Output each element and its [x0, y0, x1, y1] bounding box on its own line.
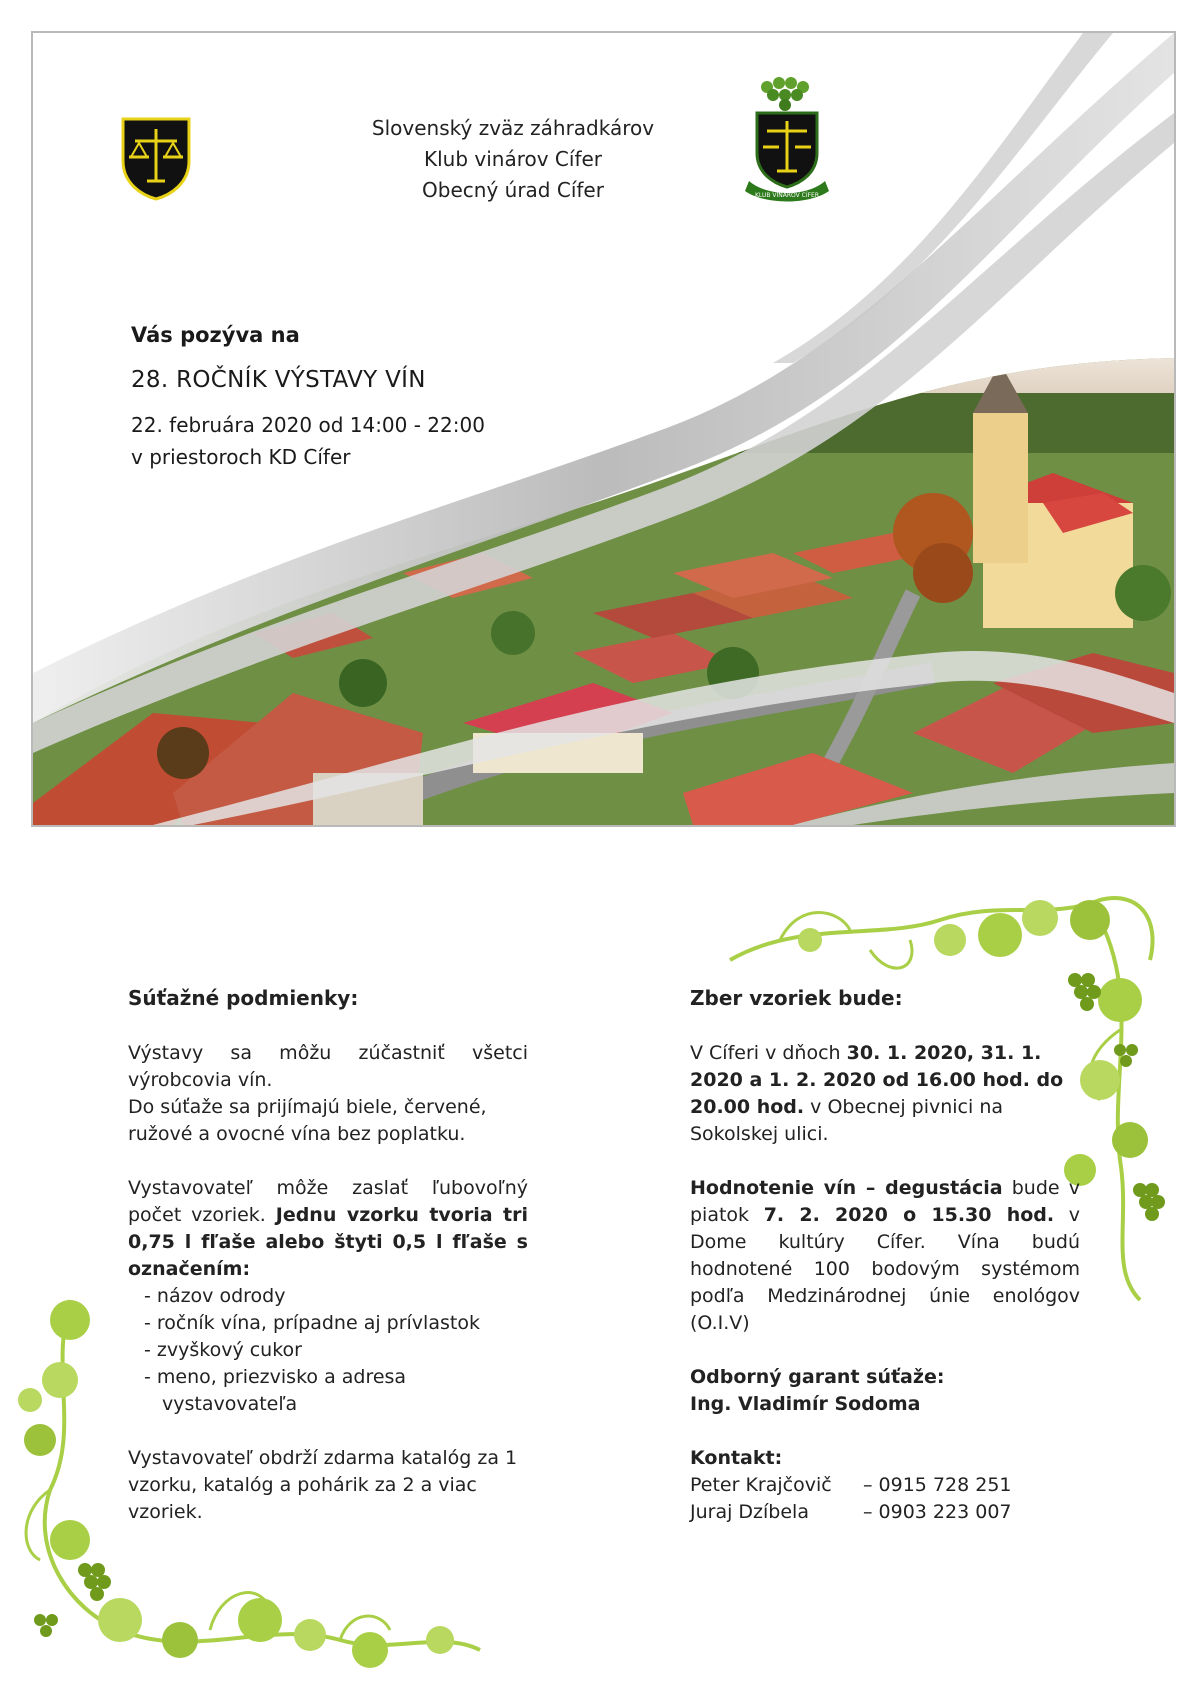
village-aerial-photo	[33, 333, 1174, 825]
guarantor-heading-text: Odborný garant súťaže:	[690, 1366, 945, 1388]
contact-name: Peter Krajčovič	[690, 1474, 832, 1496]
wine-club-badge-icon	[737, 73, 837, 203]
exhibition-title: 28. ROČNÍK VÝSTAVY VÍN	[131, 367, 426, 393]
exhibition-date: 22. februára 2020 od 14:00 - 22:00	[131, 413, 485, 437]
contact-row	[690, 1472, 1080, 1499]
guarantor-name-text: Ing. Vladimír Sodoma	[690, 1393, 921, 1415]
evaluation-title: Hodnotenie vín – degustácia	[690, 1177, 1003, 1199]
invitation-banner	[31, 31, 1176, 827]
contact-phone: – 0915 728 251	[863, 1474, 1012, 1496]
collection-text: v Obecnej pivnici na Sokolskej ulici.	[690, 1096, 1004, 1145]
conditions-paragraph	[128, 1175, 528, 1283]
collection-heading: Zber vzoriek bude:	[690, 986, 903, 1010]
list-item: - názov odrody	[144, 1285, 286, 1307]
contact-name: Juraj Dzíbela	[690, 1501, 809, 1523]
contact-heading	[690, 1445, 1080, 1472]
contact-phone: – 0903 223 007	[863, 1501, 1012, 1523]
collection-paragraph	[690, 1040, 1080, 1148]
club-badge-label: KLUB VINÁROV CÍFER	[754, 192, 820, 199]
evaluation-date: 7. 2. 2020 o 15.30 hod.	[763, 1204, 1055, 1226]
list-item: - ročník vína, prípadne aj prívlastok	[144, 1312, 480, 1334]
organizers-block	[313, 113, 713, 206]
conditions-bold-text: Jednu vzorku tvoria tri 0,75 l fľaše alebo štyti 0,5 l fľaše s označením:	[128, 1204, 528, 1280]
conditions-heading: Súťažné podmienky:	[128, 986, 359, 1010]
competition-conditions	[128, 985, 528, 1526]
guarantor-heading	[690, 1364, 1080, 1391]
conditions-text: Vystavovateľ môže zaslať ľubovoľný počet vzoriek.	[128, 1177, 528, 1226]
evaluation-text: bude v piatok	[690, 1177, 1080, 1226]
contact-heading-text: Kontakt:	[690, 1447, 783, 1469]
conditions-paragraph: Vystavovateľ obdrží zdarma katalóg za 1 vzorku, katalóg a pohárik za 2 a viac vzoriek.	[128, 1447, 518, 1523]
label-requirements-list	[128, 1283, 528, 1418]
organizer-name: Slovenský zväz záhradkárov	[371, 116, 655, 140]
evaluation-paragraph	[690, 1175, 1080, 1337]
list-item: - zvyškový cukor	[144, 1339, 302, 1361]
organizer-name: Obecný úrad Cífer	[422, 178, 604, 202]
list-item: - meno, priezvisko a adresa vystavovateľa	[144, 1366, 407, 1415]
cifer-coat-of-arms-icon	[121, 117, 191, 201]
organizer-name: Klub vinárov Cífer	[423, 147, 603, 171]
contact-row	[690, 1499, 1080, 1526]
invitation-lead: Vás pozýva na	[131, 323, 300, 347]
exhibition-place: v priestoroch KD Cífer	[131, 445, 351, 469]
evaluation-text: v Dome kultúry Cífer. Vína budú hodnotené 100 bodovým systémom podľa Medzinárodnej únie enológov (O.I.V)	[690, 1204, 1080, 1334]
sample-collection	[690, 985, 1080, 1526]
collection-text: V Cíferi v dňoch	[690, 1042, 841, 1064]
conditions-paragraph: Výstavy sa môžu zúčastniť všetci výrobcovia vín.	[128, 1042, 528, 1091]
collection-dates: 30. 1. 2020, 31. 1. 2020 a 1. 2. 2020 od 16.00 hod. do 20.00 hod.	[690, 1042, 1064, 1118]
guarantor-name	[690, 1391, 1080, 1418]
conditions-paragraph: Do súťaže sa prijímajú biele, červené, ružové a ovocné vína bez poplatku.	[128, 1096, 487, 1145]
